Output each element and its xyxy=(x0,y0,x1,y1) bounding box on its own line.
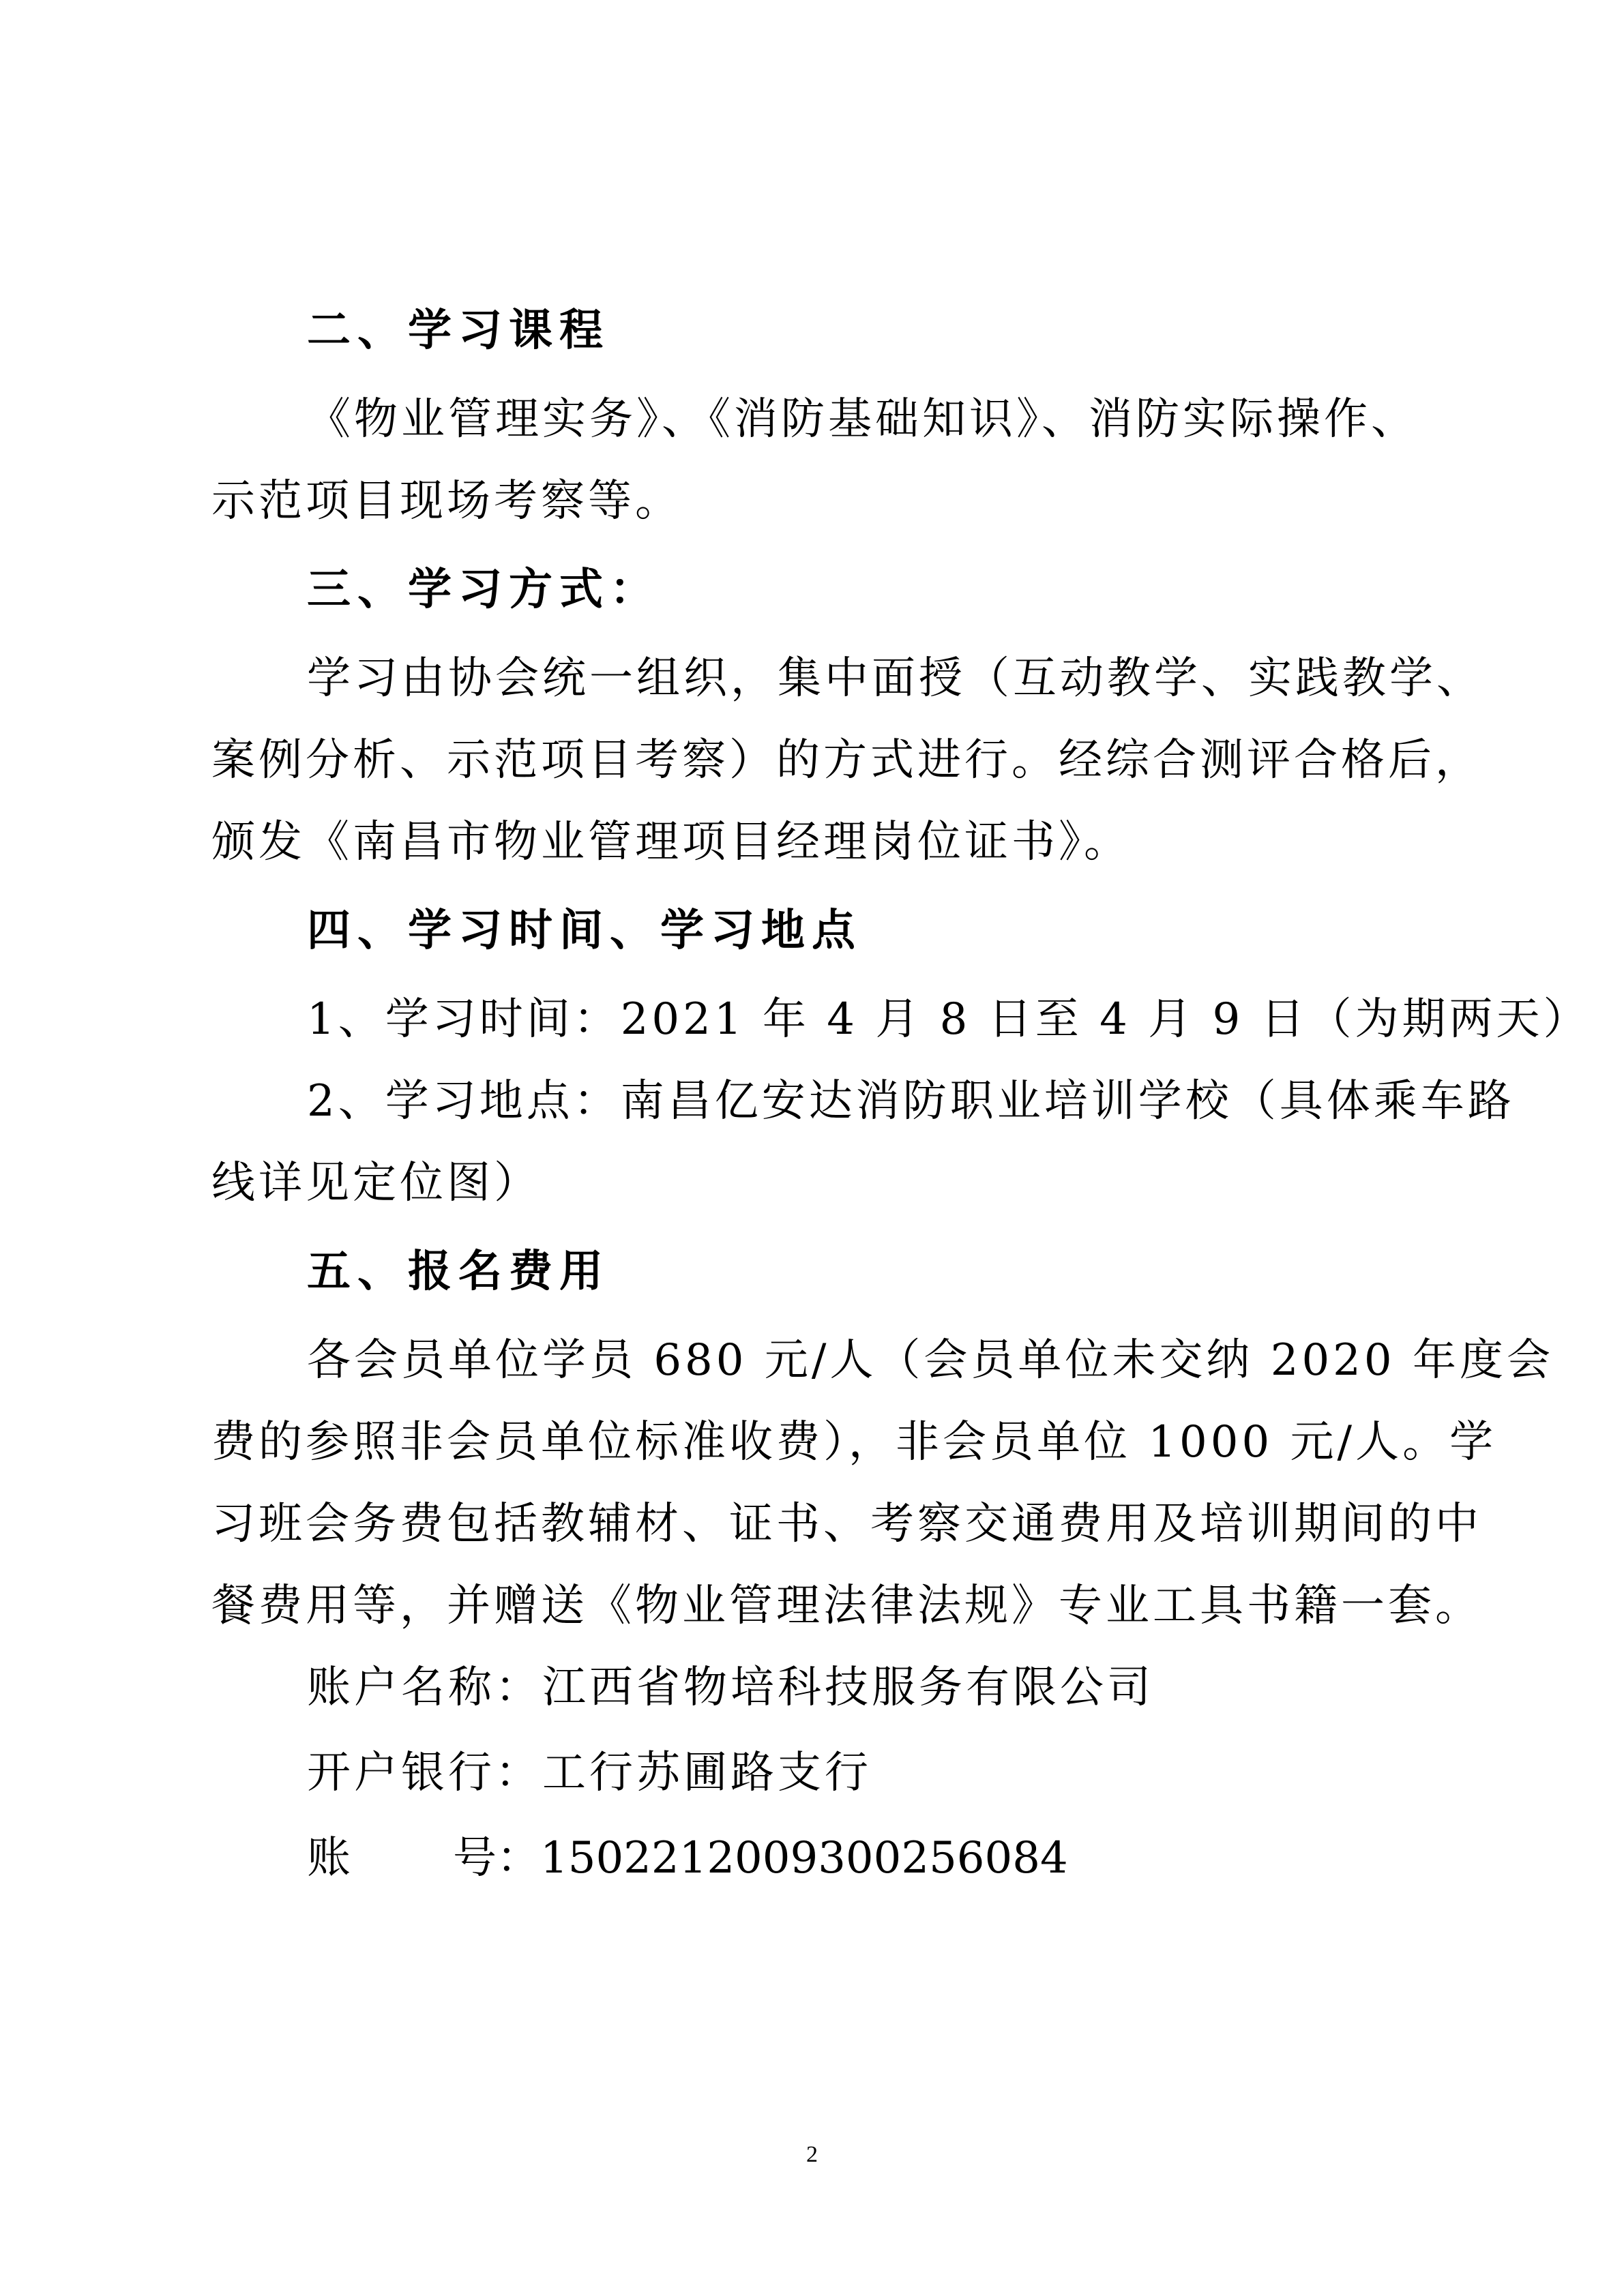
fee-body-line: 习班会务费包括教辅材、证书、考察交通费用及培训期间的中 xyxy=(211,1499,1482,1549)
account-label-second: 号： xyxy=(453,1833,540,1883)
account-number: 1502212009300256084 xyxy=(540,1833,1068,1883)
section-3-heading: 三、学习方式： xyxy=(307,565,660,615)
fee-body-line: 各会员单位学员 680 元/人（会员单位未交纳 2020 年度会 xyxy=(307,1335,1554,1386)
section-4-heading: 四、学习时间、学习地点 xyxy=(307,906,862,956)
section-2-body-line: 示范项目现场考察等。 xyxy=(211,476,682,526)
section-3-body-line: 颁发《南昌市物业管理项目经理岗位证书》。 xyxy=(211,817,1131,867)
section-3-body-line: 案例分析、示范项目考察）的方式进行。经综合测评合格后， xyxy=(211,735,1482,786)
page-number: 2 xyxy=(806,2142,818,2167)
fee-body-line: 费的参照非会员单位标准收费），非会员单位 1000 元/人。学 xyxy=(211,1417,1497,1467)
study-place-line: 线详见定位图） xyxy=(211,1158,541,1208)
section-2-heading: 二、学习课程 xyxy=(307,305,610,356)
study-time: 1、学习时间：2021 年 4 月 8 日至 4 月 9 日（为期两天） xyxy=(307,994,1591,1045)
section-3-body-line: 学习由协会统一组织，集中面授（互动教学、实践教学、 xyxy=(307,653,1483,704)
study-place-line: 2、学习地点：南昌亿安达消防职业培训学校（具体乘车路 xyxy=(307,1076,1515,1127)
account-number-line xyxy=(307,1828,1068,1889)
section-2-body-line: 《物业管理实务》、《消防基础知识》、消防实际操作、 xyxy=(307,394,1418,445)
section-5-heading: 五、报名费用 xyxy=(307,1247,610,1297)
account-name: 账户名称：江西省物培科技服务有限公司 xyxy=(307,1663,1154,1713)
bank-name: 开户银行：工行苏圃路支行 xyxy=(307,1748,872,1798)
fee-body-line: 餐费用等，并赠送《物业管理法律法规》专业工具书籍一套。 xyxy=(211,1581,1482,1631)
account-label-first: 账 xyxy=(307,1833,351,1883)
